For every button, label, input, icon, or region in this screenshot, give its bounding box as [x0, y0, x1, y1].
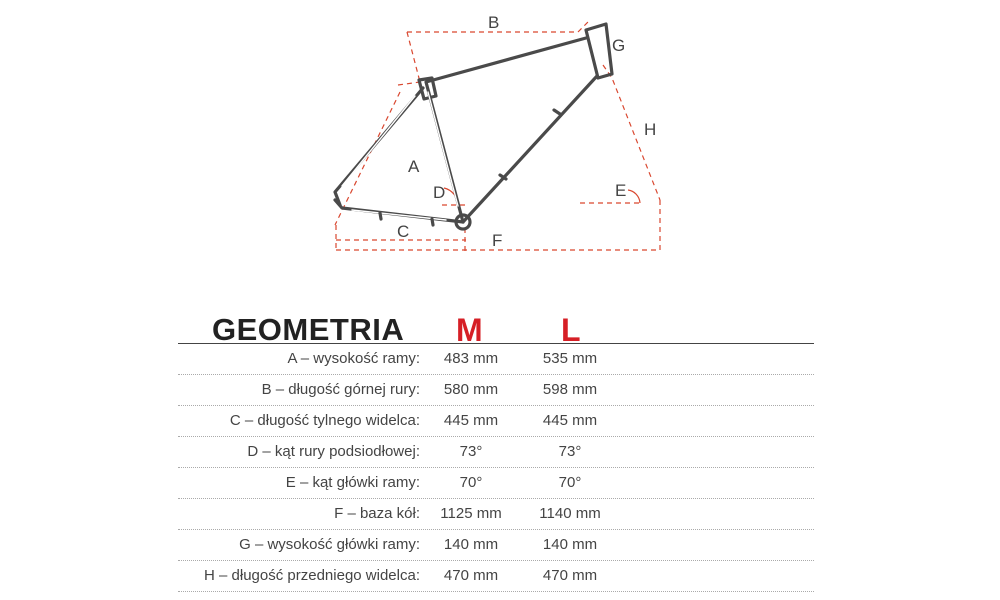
table-row: D – kąt rury podsiodłowej: 73° 73°: [178, 437, 814, 468]
row-label: E – kąt główki ramy:: [285, 474, 420, 491]
table-row: F – baza kół: 1125 mm 1140 mm: [178, 499, 814, 530]
label-g: G: [612, 36, 626, 55]
table-row: A – wysokość ramy: 483 mm 535 mm: [178, 344, 814, 375]
label-h: H: [644, 120, 657, 139]
table-row: B – długość górnej rury: 580 mm 598 mm: [178, 375, 814, 406]
row-label: H – długość przedniego widelca:: [204, 567, 420, 584]
size-l-header: L: [561, 312, 581, 348]
table-row: E – kąt główki ramy: 70° 70°: [178, 468, 814, 499]
row-label: F – baza kół:: [334, 505, 420, 522]
label-b: B: [488, 13, 500, 32]
label-c: C: [397, 222, 410, 241]
bike-frame: [335, 24, 612, 229]
table-row: G – wysokość główki ramy: 140 mm 140 mm: [178, 530, 814, 561]
table-row: H – długość przedniego widelca: 470 mm 470 mm: [178, 561, 814, 592]
row-label: D – kąt rury podsiodłowej:: [247, 443, 420, 460]
row-label: G – wysokość główki ramy:: [239, 536, 420, 553]
row-label: C – długość tylnego widelca:: [229, 412, 420, 429]
label-e: E: [615, 181, 627, 200]
label-f: F: [492, 231, 503, 250]
label-a: A: [408, 157, 420, 176]
row-label: B – długość górnej rury:: [261, 381, 420, 398]
geometry-table: [178, 344, 814, 592]
row-label: A – wysokość ramy:: [287, 350, 420, 367]
table-row: C – długość tylnego widelca: 445 mm 445 mm: [178, 406, 814, 437]
table-title: GEOMETRIA: [212, 312, 405, 347]
size-m-header: M: [456, 312, 483, 348]
label-d: D: [433, 183, 446, 202]
